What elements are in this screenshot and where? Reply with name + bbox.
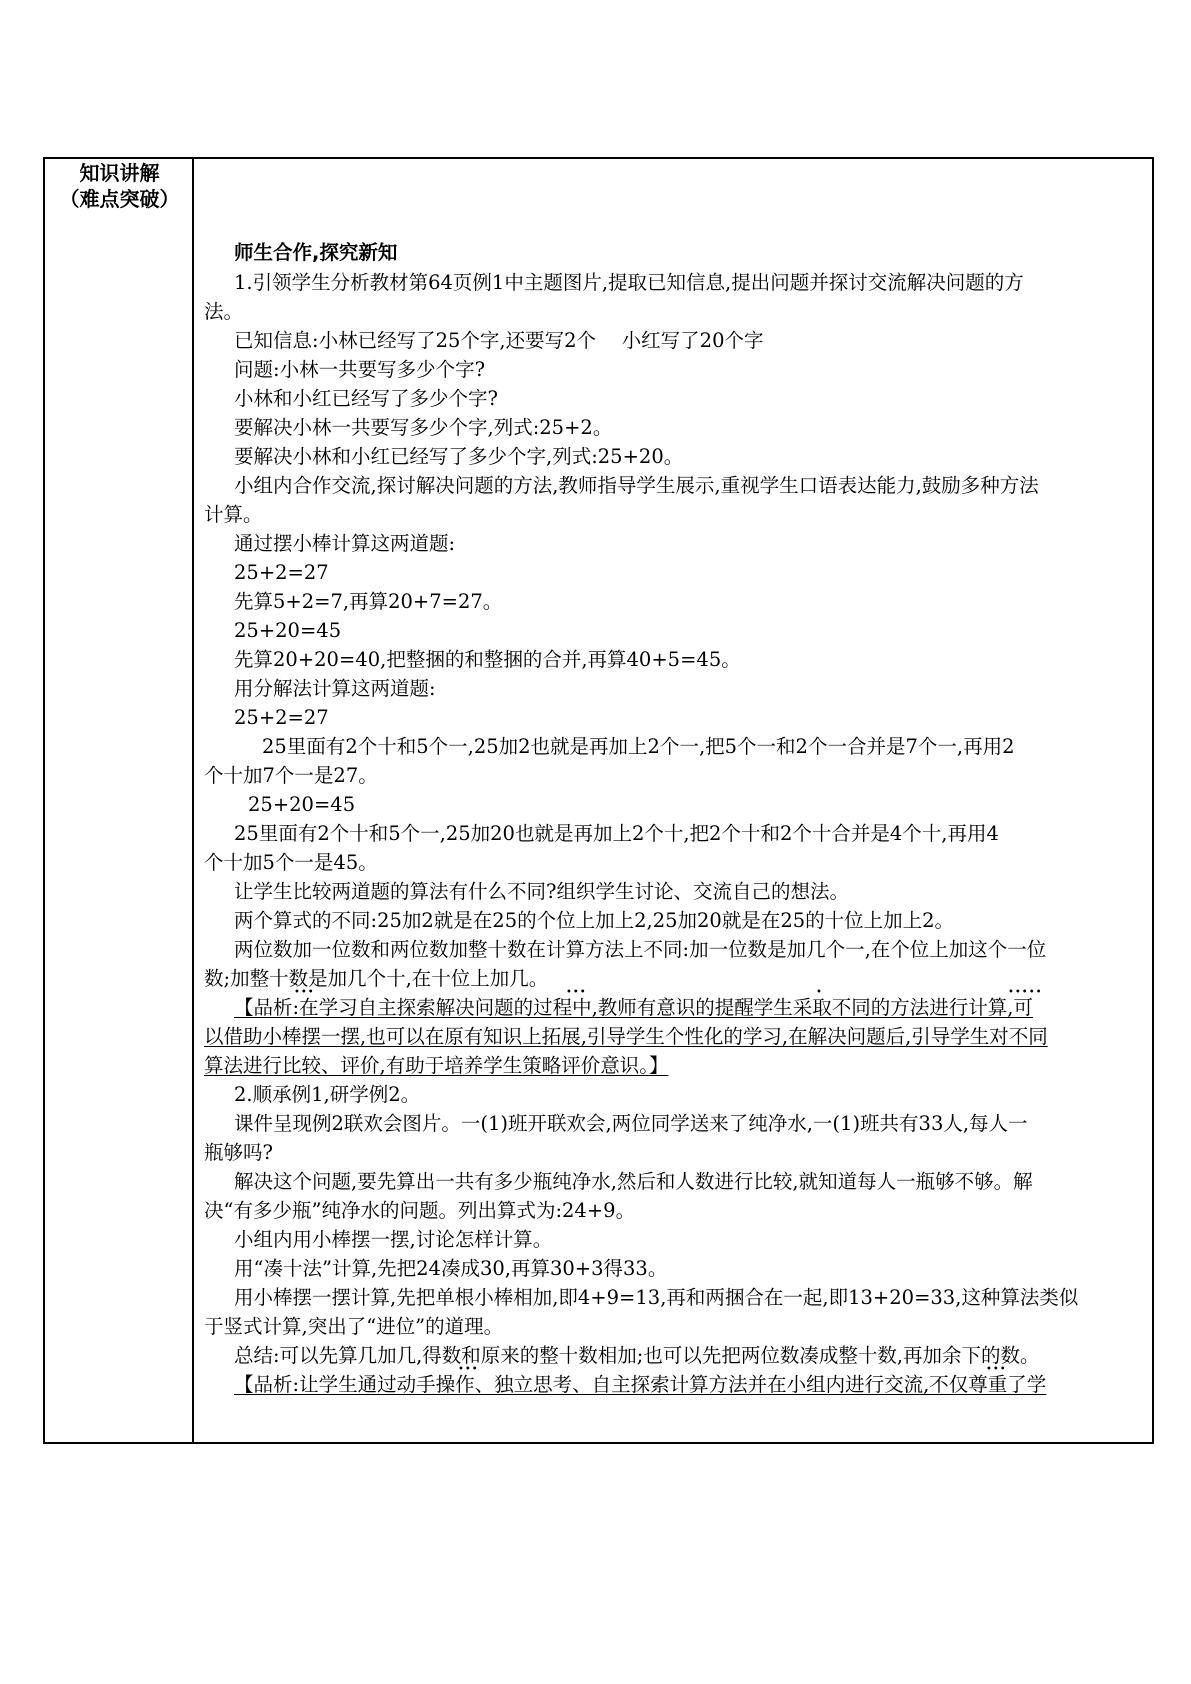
paragraph-line: 25里面有2个十和5个一,25加2也就是再加上2个一,把5个一和2个一合并是7个一,再用2 — [262, 735, 1015, 758]
section-label-title: 知识讲解 — [79, 161, 160, 185]
emphasis-dots: ••• — [566, 987, 587, 998]
paragraph-line: 小组内合作交流,探讨解决问题的方法,教师指导学生展示,重视学生口语表达能力,鼓励多种方法 — [234, 474, 1039, 497]
annotation-note: 算法进行比较、评价,有助于培养学生策略评价意识。】 — [204, 1054, 669, 1077]
paragraph-line: 用“凑十法”计算,先把24凑成30,再算30+3得33。 — [234, 1257, 668, 1280]
paragraph-line: 两位数加一位数和两位数加整十数在计算方法上不同:加一位数是加几个一,在个位上加这个一位 — [234, 938, 1047, 961]
example-title: 2.顺承例1,研学例2。 — [234, 1083, 421, 1106]
equation-line: 25+20=45 — [248, 793, 356, 816]
emphasis-dots: • — [816, 987, 823, 998]
emphasis-dots: ••• — [458, 1364, 479, 1375]
emphasis-dots: ••• — [294, 987, 315, 998]
paragraph-line: 个十加7个一是27。 — [204, 764, 378, 787]
section-label-subtitle: （难点突破） — [59, 187, 180, 211]
lesson-content-cell — [196, 159, 1152, 1442]
paragraph-line: 决“有多少瓶”纯净水的问题。列出算式为:24+9。 — [204, 1199, 636, 1222]
paragraph-line: 两个算式的不同:25加2就是在25的个位上加上2,25加20就是在25的十位上加上2。 — [234, 909, 955, 932]
paragraph-line: 通过摆小棒计算这两道题: — [234, 532, 456, 555]
annotation-note: 【品析:让学生通过动手操作、独立思考、自主探索计算方法并在小组内进行交流,不仅尊重了学 — [234, 1373, 1047, 1396]
paragraph-line: 于竖式计算,突出了“进位”的道理。 — [204, 1315, 504, 1338]
paragraph-line: 用小棒摆一摆计算,先把单根小棒相加,即4+9=13,再和两捆合在一起,即13+20=33,这种算法类似 — [234, 1286, 1079, 1309]
paragraph-line: 课件呈现例2联欢会图片。一(1)班开联欢会,两位同学送来了纯净水,一(1)班共有33人,每人一 — [234, 1112, 1028, 1135]
paragraph-line: 瓶够吗? — [204, 1141, 273, 1164]
lesson-table — [43, 157, 1154, 1444]
paragraph-line: 小组内用小棒摆一摆,讨论怎样计算。 — [234, 1228, 553, 1251]
paragraph-line: 解决这个问题,要先算出一共有多少瓶纯净水,然后和人数进行比较,就知道每人一瓶够不够。解 — [234, 1170, 1033, 1193]
calculation-line: 先算5+2=7,再算20+7=27。 — [234, 590, 503, 613]
paragraph-line: 计算。 — [204, 503, 263, 526]
summary-line: 总结:可以先算几加几,得数和原来的整十数相加;也可以先把两位数凑成整十数,再加余下的数。 — [234, 1344, 1040, 1367]
solution-line: 要解决小林一共要写多少个字,列式:25+2。 — [234, 416, 613, 439]
paragraph-line: 1.引领学生分析教材第64页例1中主题图片,提取已知信息,提出问题并探讨交流解决问题的方 — [234, 271, 1024, 294]
paragraph-line: 法。 — [204, 300, 244, 323]
paragraph-line: 数;加整十数是加几个十,在十位上加几。 — [204, 967, 549, 990]
paragraph-line: 用分解法计算这两道题: — [234, 677, 436, 700]
section-label-cell — [45, 159, 194, 1442]
equation-line: 25+20=45 — [234, 619, 342, 642]
solution-line: 要解决小林和小红已经写了多少个字,列式:25+20。 — [234, 445, 684, 468]
section-heading: 师生合作,探究新知 — [234, 241, 398, 264]
emphasis-dots: ••• — [986, 1364, 1007, 1375]
annotation-note: 【品析:在学习自主探索解决问题的过程中,教师有意识的提醒学生采取不同的方法进行计算,可 — [234, 996, 1033, 1019]
paragraph-line: 个十加5个一是45。 — [204, 851, 378, 874]
known-info-line: 已知信息:小林已经写了25个字,还要写2个 小红写了20个字 — [234, 329, 764, 352]
annotation-note: 以借助小棒摆一摆,也可以在原有知识上拓展,引导学生个性化的学习,在解决问题后,引导学生对不同 — [204, 1025, 1048, 1048]
paragraph-line: 25里面有2个十和5个一,25加20也就是再加上2个十,把2个十和2个十合并是4个十,再用4 — [234, 822, 999, 845]
equation-line: 25+2=27 — [234, 561, 329, 584]
equation-line: 25+2=27 — [234, 706, 329, 729]
question-line: 小林和小红已经写了多少个字? — [234, 387, 498, 410]
calculation-line: 先算20+20=40,把整捆的和整捆的合并,再算40+5=45。 — [234, 648, 741, 671]
emphasis-dots: ••••• — [1008, 987, 1043, 998]
question-line: 问题:小林一共要写多少个字? — [234, 358, 486, 381]
paragraph-line: 让学生比较两道题的算法有什么不同?组织学生讨论、交流自己的想法。 — [234, 880, 849, 903]
